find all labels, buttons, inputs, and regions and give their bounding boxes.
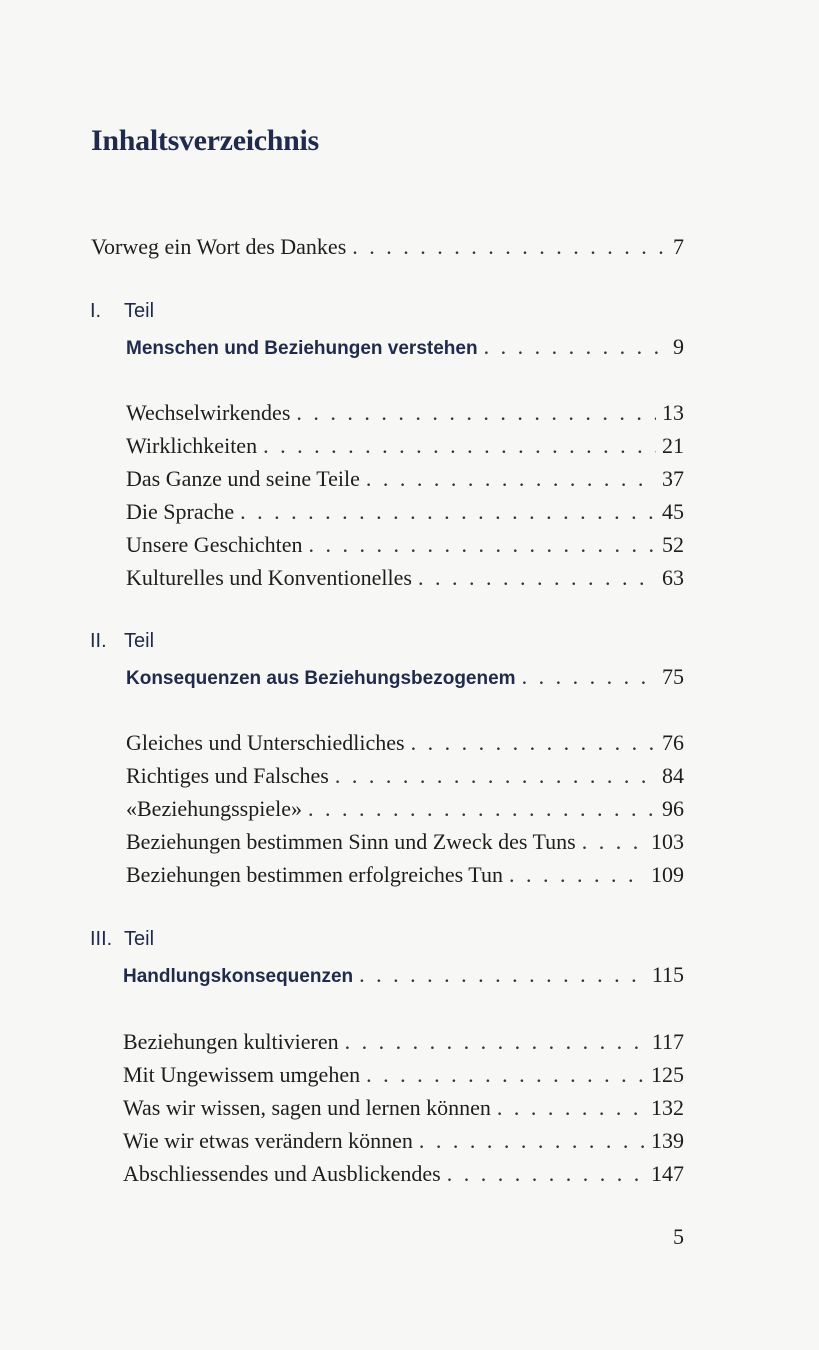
toc-entry-label: Richtiges und Falsches [126,763,329,788]
dot-leader [366,464,656,494]
part-heading-1 [126,332,684,362]
toc-entry-label: Beziehungen bestimmen erfolgreiches Tun [126,862,503,887]
toc-entry-label: Kulturelles und Konventionelles [126,565,412,590]
part-number: III. [90,928,113,950]
part-name: Teil [124,300,155,322]
toc-entry [126,728,684,758]
toc-entry-label: Mit Ungewissem umgehen [123,1062,361,1087]
toc-entry-label: Wie wir etwas verändern können [123,1128,413,1153]
toc-entry [126,563,684,593]
toc-entry-page: 125 [651,1062,684,1087]
toc-entry-page: 52 [662,532,684,557]
toc-entry [126,794,684,824]
part-label-1 [90,300,154,323]
toc-entry-page: 7 [673,234,684,259]
toc-entry-page: 21 [662,433,684,458]
toc-entry-page: 84 [662,763,684,788]
toc-entry-label: «Beziehungsspiele» [126,796,302,821]
toc-entry [123,1126,684,1156]
toc-entry [123,1060,684,1090]
toc-entry-page: 109 [651,862,684,887]
part-label-3 [90,928,154,951]
part-heading-label: Konsequenzen aus Beziehungsbezogenem [126,668,516,689]
toc-entry-page: 147 [651,1161,684,1186]
dot-leader [263,431,656,461]
toc-entry [123,1093,684,1123]
toc-entry-page: 132 [651,1095,684,1120]
dot-leader [447,1159,645,1189]
dot-leader [497,1093,645,1123]
toc-entry [123,1027,684,1057]
toc-entry [126,827,684,857]
dot-leader [484,332,667,362]
toc-entry [126,860,684,890]
part-heading-label: Menschen und Beziehungen verstehen [126,338,478,359]
dot-leader [419,1126,645,1156]
part-name: Teil [124,630,155,652]
part-heading-2 [126,662,684,692]
toc-entry-label: Beziehungen bestimmen Sinn und Zweck des Tuns [126,829,576,854]
part-heading-3 [123,960,684,990]
toc-entry [123,1159,684,1189]
dot-leader [352,232,667,262]
dot-leader [582,827,645,857]
toc-entry-label: Vorweg ein Wort des Dankes [91,234,347,259]
dot-leader [345,1027,646,1057]
toc-entry [126,497,684,527]
toc-entry-label: Die Sprache [126,499,235,524]
toc-entry [126,464,684,494]
toc-entry-page: 37 [662,466,684,491]
part-label-2 [90,630,154,653]
toc-entry-page: 76 [662,730,684,755]
toc-entry-page: 63 [662,565,684,590]
toc-entry-label: Gleiches und Unterschiedliches [126,730,405,755]
toc-entry-label: Wirklichkeiten [126,433,258,458]
dot-leader [359,960,646,990]
toc-entry-label: Wechselwirkendes [126,400,291,425]
toc-entry-page: 45 [662,499,684,524]
part-number: I. [90,300,102,322]
toc-entry [126,398,684,428]
toc-entry-page: 103 [651,829,684,854]
toc-entry-label: Abschliessendes und Ausblickendes [123,1161,441,1186]
dot-leader [240,497,656,527]
dot-leader [418,563,656,593]
dot-leader [309,530,656,560]
toc-entry [126,530,684,560]
dot-leader [522,662,656,692]
dot-leader [411,728,656,758]
part-heading-page: 9 [673,334,684,359]
toc-entry-page: 139 [651,1128,684,1153]
part-name: Teil [124,928,155,950]
page-title: Inhaltsverzeichnis [91,124,319,157]
dot-leader [335,761,656,791]
toc-entry-label: Unsere Geschichten [126,532,303,557]
dot-leader [308,794,656,824]
part-number: II. [90,630,107,652]
toc-entry [126,431,684,461]
dot-leader [296,398,656,428]
part-heading-page: 115 [651,962,684,987]
part-heading-label: Handlungskonsequenzen [123,966,354,987]
toc-entry-label: Das Ganze und seine Teile [126,466,360,491]
dot-leader [366,1060,645,1090]
part-heading-page: 75 [662,664,684,689]
toc-entry [126,761,684,791]
toc-entry-page: 117 [651,1029,684,1054]
page-number: 5 [673,1224,684,1249]
dot-leader [509,860,645,890]
toc-entry-intro [91,232,684,262]
toc-entry-page: 96 [662,796,684,821]
toc-entry-page: 13 [662,400,684,425]
toc-entry-label: Beziehungen kultivieren [123,1029,339,1054]
toc-entry-label: Was wir wissen, sagen und lernen können [123,1095,491,1120]
